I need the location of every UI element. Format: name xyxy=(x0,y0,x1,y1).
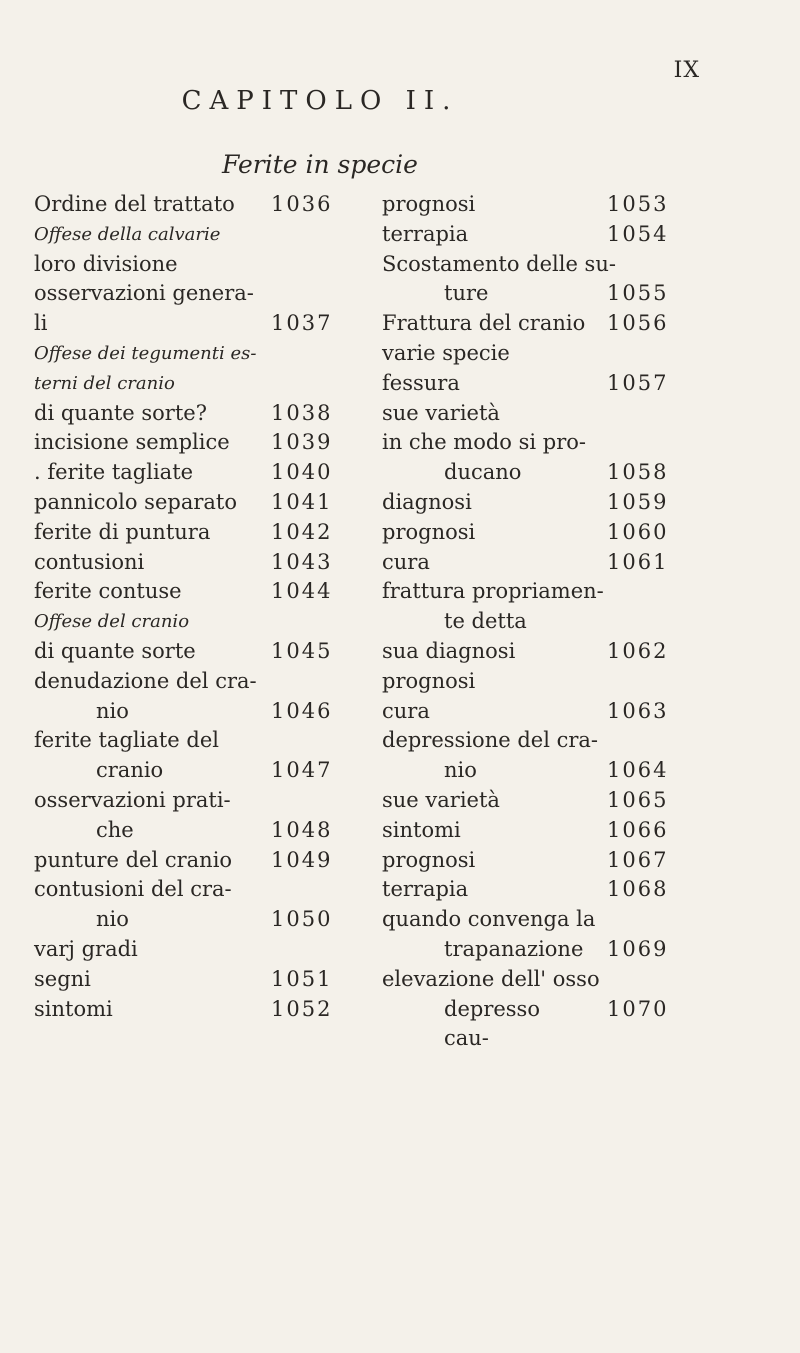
entry-text: contusioni del cra- xyxy=(34,877,232,902)
index-entry xyxy=(34,995,339,1025)
entry-text: nio xyxy=(444,758,477,783)
index-entry xyxy=(34,846,339,876)
index-entry xyxy=(382,905,697,935)
entry-text: contusioni xyxy=(34,549,145,574)
index-entry xyxy=(34,399,339,429)
index-entry xyxy=(34,220,339,250)
entry-page-number: 1058 xyxy=(607,460,669,485)
entry-text: ferite di puntura xyxy=(34,519,211,544)
entry-page-number: 1059 xyxy=(607,489,669,514)
entry-page-number: 1056 xyxy=(607,311,669,336)
entry-text: prognosi xyxy=(382,519,476,544)
index-entry xyxy=(34,935,339,965)
entry-page-number: 1044 xyxy=(271,579,333,604)
index-entry xyxy=(382,816,697,846)
entry-text: trapanazione xyxy=(444,936,584,961)
index-entry xyxy=(34,279,339,309)
entry-text: punture del cranio xyxy=(34,847,233,872)
entry-text: frattura propriamen- xyxy=(382,579,604,604)
index-entry xyxy=(34,756,339,786)
entry-page-number: 1049 xyxy=(271,847,333,872)
entry-text: diagnosi xyxy=(382,489,472,514)
entry-text: cura xyxy=(382,698,430,723)
index-entry xyxy=(34,786,339,816)
index-entry xyxy=(382,399,697,429)
entry-page-number: 1061 xyxy=(607,549,669,574)
entry-text: loro divisione xyxy=(34,251,178,276)
entry-text: . ferite tagliate xyxy=(34,460,194,485)
entry-page-number: 1067 xyxy=(607,847,669,872)
entry-text: di quante sorte xyxy=(34,638,196,663)
entry-text: Frattura del cranio xyxy=(382,311,586,336)
entry-page-number: 1052 xyxy=(271,996,333,1021)
index-entry xyxy=(34,548,339,578)
index-entry xyxy=(382,935,697,965)
entry-text: prognosi xyxy=(382,192,476,216)
index-entry xyxy=(382,458,697,488)
entry-page-number: 1062 xyxy=(607,638,669,663)
entry-text: prognosi xyxy=(382,668,476,693)
index-entry xyxy=(34,369,339,399)
entry-text: sua diagnosi xyxy=(382,638,516,663)
entry-text: depressione del cra- xyxy=(382,728,598,753)
index-entry xyxy=(34,667,339,697)
entry-text: fessura xyxy=(382,370,460,395)
entry-text: Offese del cranio xyxy=(34,611,190,633)
entry-page-number: 1055 xyxy=(607,281,669,306)
entry-page-number: 1043 xyxy=(271,549,333,574)
entry-page-number: 1065 xyxy=(607,787,669,812)
entry-page-number: 1040 xyxy=(271,460,333,485)
index-entry xyxy=(382,220,697,250)
entry-page-number: 1051 xyxy=(271,966,333,991)
entry-text: sue varietà xyxy=(382,787,500,812)
entry-page-number: 1063 xyxy=(607,698,669,723)
entry-page-number: 1046 xyxy=(271,698,333,723)
entry-text: depresso xyxy=(444,996,540,1021)
entry-page-number: 1066 xyxy=(607,817,669,842)
index-entry xyxy=(382,995,697,1025)
index-entry xyxy=(34,488,339,518)
entry-text: cranio xyxy=(96,758,164,783)
entry-page-number: 1041 xyxy=(271,489,333,514)
index-entry xyxy=(34,428,339,458)
index-entry xyxy=(34,697,339,727)
entry-text: nio xyxy=(96,698,129,723)
index-right-column xyxy=(382,190,697,1054)
index-entry xyxy=(34,726,339,756)
entry-page-number: 1048 xyxy=(271,817,333,842)
index-entry xyxy=(34,518,339,548)
entry-text: osservazioni genera- xyxy=(34,281,254,306)
index-entry xyxy=(382,965,697,995)
entry-text: quando convenga la xyxy=(382,907,596,932)
entry-text: ducano xyxy=(444,460,522,485)
entry-text: te detta xyxy=(444,609,527,634)
entry-text: prognosi xyxy=(382,847,476,872)
index-entry xyxy=(382,637,697,667)
index-entry xyxy=(34,637,339,667)
entry-page-number: 1038 xyxy=(271,400,333,425)
entry-page-number: 1057 xyxy=(607,370,669,395)
entry-page-number: 1069 xyxy=(607,936,669,961)
entry-text: in che modo si pro- xyxy=(382,430,587,455)
entry-text: segni xyxy=(34,966,91,991)
entry-text: li xyxy=(34,311,48,336)
index-left-column xyxy=(34,190,339,1024)
index-entry xyxy=(382,697,697,727)
entry-text: varj gradi xyxy=(34,936,138,961)
entry-text: di quante sorte? xyxy=(34,400,207,425)
entry-text: pannicolo separato xyxy=(34,489,237,514)
index-entry xyxy=(382,1024,697,1054)
index-entry xyxy=(34,577,339,607)
entry-page-number: 1053 xyxy=(607,192,669,216)
entry-text: osservazioni prati- xyxy=(34,787,231,812)
entry-text: terni del cranio xyxy=(34,372,175,394)
entry-page-number: 1037 xyxy=(271,311,333,336)
index-entry xyxy=(34,309,339,339)
entry-text: Offese della calvarie xyxy=(34,223,221,245)
entry-text: denudazione del cra- xyxy=(34,668,257,693)
entry-text: sintomi xyxy=(382,817,461,842)
index-entry xyxy=(382,250,697,280)
entry-page-number: 1070 xyxy=(607,996,669,1021)
index-entry xyxy=(382,577,697,607)
entry-text: sintomi xyxy=(34,996,113,1021)
index-entry xyxy=(382,309,697,339)
entry-text: elevazione dell' osso xyxy=(382,966,600,991)
entry-text: ferite tagliate del xyxy=(34,728,219,753)
entry-text: ture xyxy=(444,281,489,306)
index-entry xyxy=(382,667,697,697)
entry-page-number: 1042 xyxy=(271,519,333,544)
index-entry xyxy=(382,190,697,220)
entry-page-number: 1068 xyxy=(607,877,669,902)
index-entry xyxy=(34,905,339,935)
entry-page-number: 1045 xyxy=(271,638,333,663)
index-entry xyxy=(382,875,697,905)
entry-text: nio xyxy=(96,907,129,932)
index-entry xyxy=(34,339,339,369)
entry-text: Ordine del trattato xyxy=(34,192,235,216)
entry-text: cura xyxy=(382,549,430,574)
index-entry xyxy=(382,339,697,369)
index-entry xyxy=(382,428,697,458)
index-entry xyxy=(382,369,697,399)
entry-page-number: 1060 xyxy=(607,519,669,544)
index-entry xyxy=(382,726,697,756)
index-entry xyxy=(382,548,697,578)
entry-text: cau- xyxy=(444,1026,489,1051)
entry-text: varie specie xyxy=(382,340,510,365)
index-entry xyxy=(34,875,339,905)
index-entry xyxy=(34,250,339,280)
index-entry xyxy=(34,458,339,488)
index-entry xyxy=(382,846,697,876)
index-entry xyxy=(382,518,697,548)
entry-text: Offese dei tegumenti es- xyxy=(34,342,257,364)
index-entry xyxy=(382,786,697,816)
entry-page-number: 1050 xyxy=(271,907,333,932)
entry-page-number: 1036 xyxy=(271,192,333,216)
index-entry xyxy=(34,190,339,220)
index-entry xyxy=(382,756,697,786)
page-number: IX xyxy=(673,58,700,83)
entry-text: sue varietà xyxy=(382,400,500,425)
entry-text: incisione semplice xyxy=(34,430,230,455)
index-entry xyxy=(382,607,697,637)
index-entry xyxy=(34,607,339,637)
entry-page-number: 1064 xyxy=(607,758,669,783)
entry-text: ferite contuse xyxy=(34,579,182,604)
entry-page-number: 1039 xyxy=(271,430,333,455)
chapter-title: CAPITOLO II. xyxy=(181,86,459,116)
section-subtitle: Ferite in specie xyxy=(222,150,418,179)
index-entry xyxy=(34,965,339,995)
entry-text: Scostamento delle su- xyxy=(382,251,616,276)
index-entry xyxy=(382,279,697,309)
entry-text: che xyxy=(96,817,134,842)
entry-text: terrapia xyxy=(382,877,469,902)
entry-text: terrapia xyxy=(382,221,469,246)
entry-page-number: 1054 xyxy=(607,221,669,246)
entry-page-number: 1047 xyxy=(271,758,333,783)
index-entry xyxy=(34,816,339,846)
index-entry xyxy=(382,488,697,518)
